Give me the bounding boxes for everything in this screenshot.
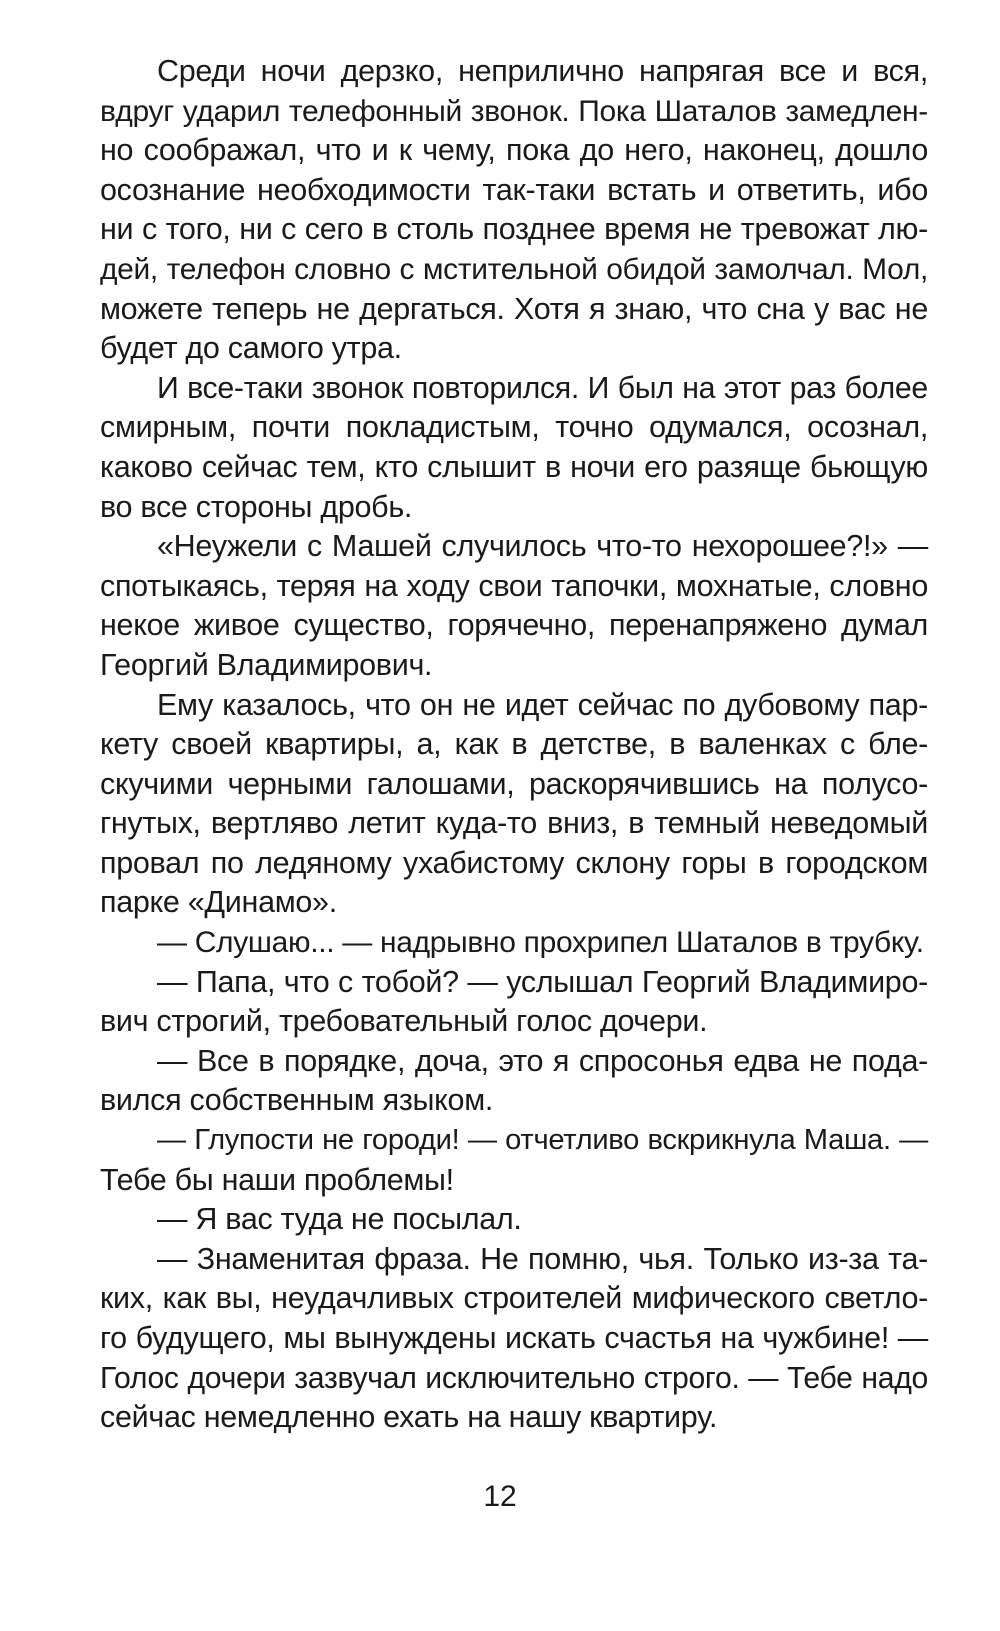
text-line: вился собственным языком. [100, 1083, 494, 1118]
text-line: вич строгий, требовательный голос дочери. [100, 1004, 708, 1039]
paragraph [100, 52, 928, 369]
text-line: дей, телефон словно с мстительной обидой замолчал. Мол, [100, 252, 928, 286]
text-line: скучими черными галошами, раскорячившись на полусо- [100, 766, 928, 801]
text-line: — Слушаю... — надрывно прохрипел Шаталов в трубку. [157, 926, 924, 960]
paragraph [100, 686, 928, 924]
paragraph [100, 1240, 928, 1438]
text-line: Георгий Владимирович. [100, 647, 433, 682]
paragraph [100, 1121, 928, 1200]
text-line: можете теперь не дергаться. Хотя я знаю, что сна у вас не [100, 291, 928, 326]
paragraph [100, 963, 928, 1042]
text-line: гнутых, вертляво летит куда-то вниз, в темный неведомый [100, 806, 928, 841]
text-line: вдруг ударил телефонный звонок. Пока Шаталов замедлен- [100, 94, 928, 128]
paragraph [100, 1200, 928, 1240]
text-line: смирным, почти покладистым, точно одумался, осознал, [100, 410, 928, 445]
paragraph [100, 527, 928, 685]
text-line: осознание необходимости так-таки встать и ответить, ибо [100, 172, 928, 207]
text-line: И все-таки звонок повторился. И был на этот раз более [157, 371, 928, 405]
text-line: го будущего, мы вынуждены искать счастья на чужбине! — [100, 1321, 928, 1355]
text-line: Среди ночи дерзко, неприлично напрягая все и вся, [157, 54, 928, 88]
text-line: ких, как вы, неудачливых строителей мифического светло- [100, 1281, 928, 1316]
text-line: — Знаменитая фраза. Не помню, чья. Только из-за та- [157, 1241, 928, 1276]
text-line: провал по ледяному ухабистому склону горы в городском [100, 845, 928, 880]
text-line: спотыкаясь, теряя на ходу свои тапочки, мохнатые, словно [100, 568, 928, 603]
text-line: во все стороны дробь. [100, 489, 413, 524]
page-body [100, 52, 928, 1438]
text-line: будет до самого утра. [100, 331, 402, 366]
text-line: каково сейчас тем, кто слышит в ночи его разяще бьющую [100, 449, 928, 484]
paragraph [100, 923, 928, 963]
text-line: ни с того, ни с сего в столь позднее время не тревожат лю- [100, 212, 928, 247]
paragraph [100, 1042, 928, 1121]
text-line: — Я вас туда не посылал. [157, 1202, 522, 1237]
text-line: Тебе бы наши проблемы! [100, 1162, 454, 1197]
text-line: сейчас немедленно ехать на нашу квартиру. [100, 1400, 718, 1435]
text-line: Ему казалось, что он не идет сейчас по дубовому пар- [157, 687, 928, 722]
text-line: но соображал, что и к чему, пока до него, наконец, дошло [100, 133, 928, 168]
text-line: Голос дочери зазвучал исключительно строго. — Тебе надо [100, 1361, 928, 1395]
text-line: — Глупости не городи! — отчетливо вскрикнула Маша. — [157, 1124, 928, 1157]
text-line: парке «Динамо». [100, 885, 337, 920]
text-line: кету своей квартиры, а, как в детстве, в валенках с бле- [100, 727, 928, 762]
text-line: некое живое существо, горячечно, перенапряжено думал [100, 608, 928, 643]
text-line: «Неужели с Машей случилось что-то нехорошее?!» — [157, 529, 928, 564]
page-number: 12 [483, 1480, 517, 1513]
paragraph [100, 369, 928, 527]
text-line: — Все в порядке, доча, это я спросонья едва не пода- [157, 1043, 928, 1078]
text-line: — Папа, что с тобой? — услышал Георгий Владимиро- [157, 964, 928, 999]
